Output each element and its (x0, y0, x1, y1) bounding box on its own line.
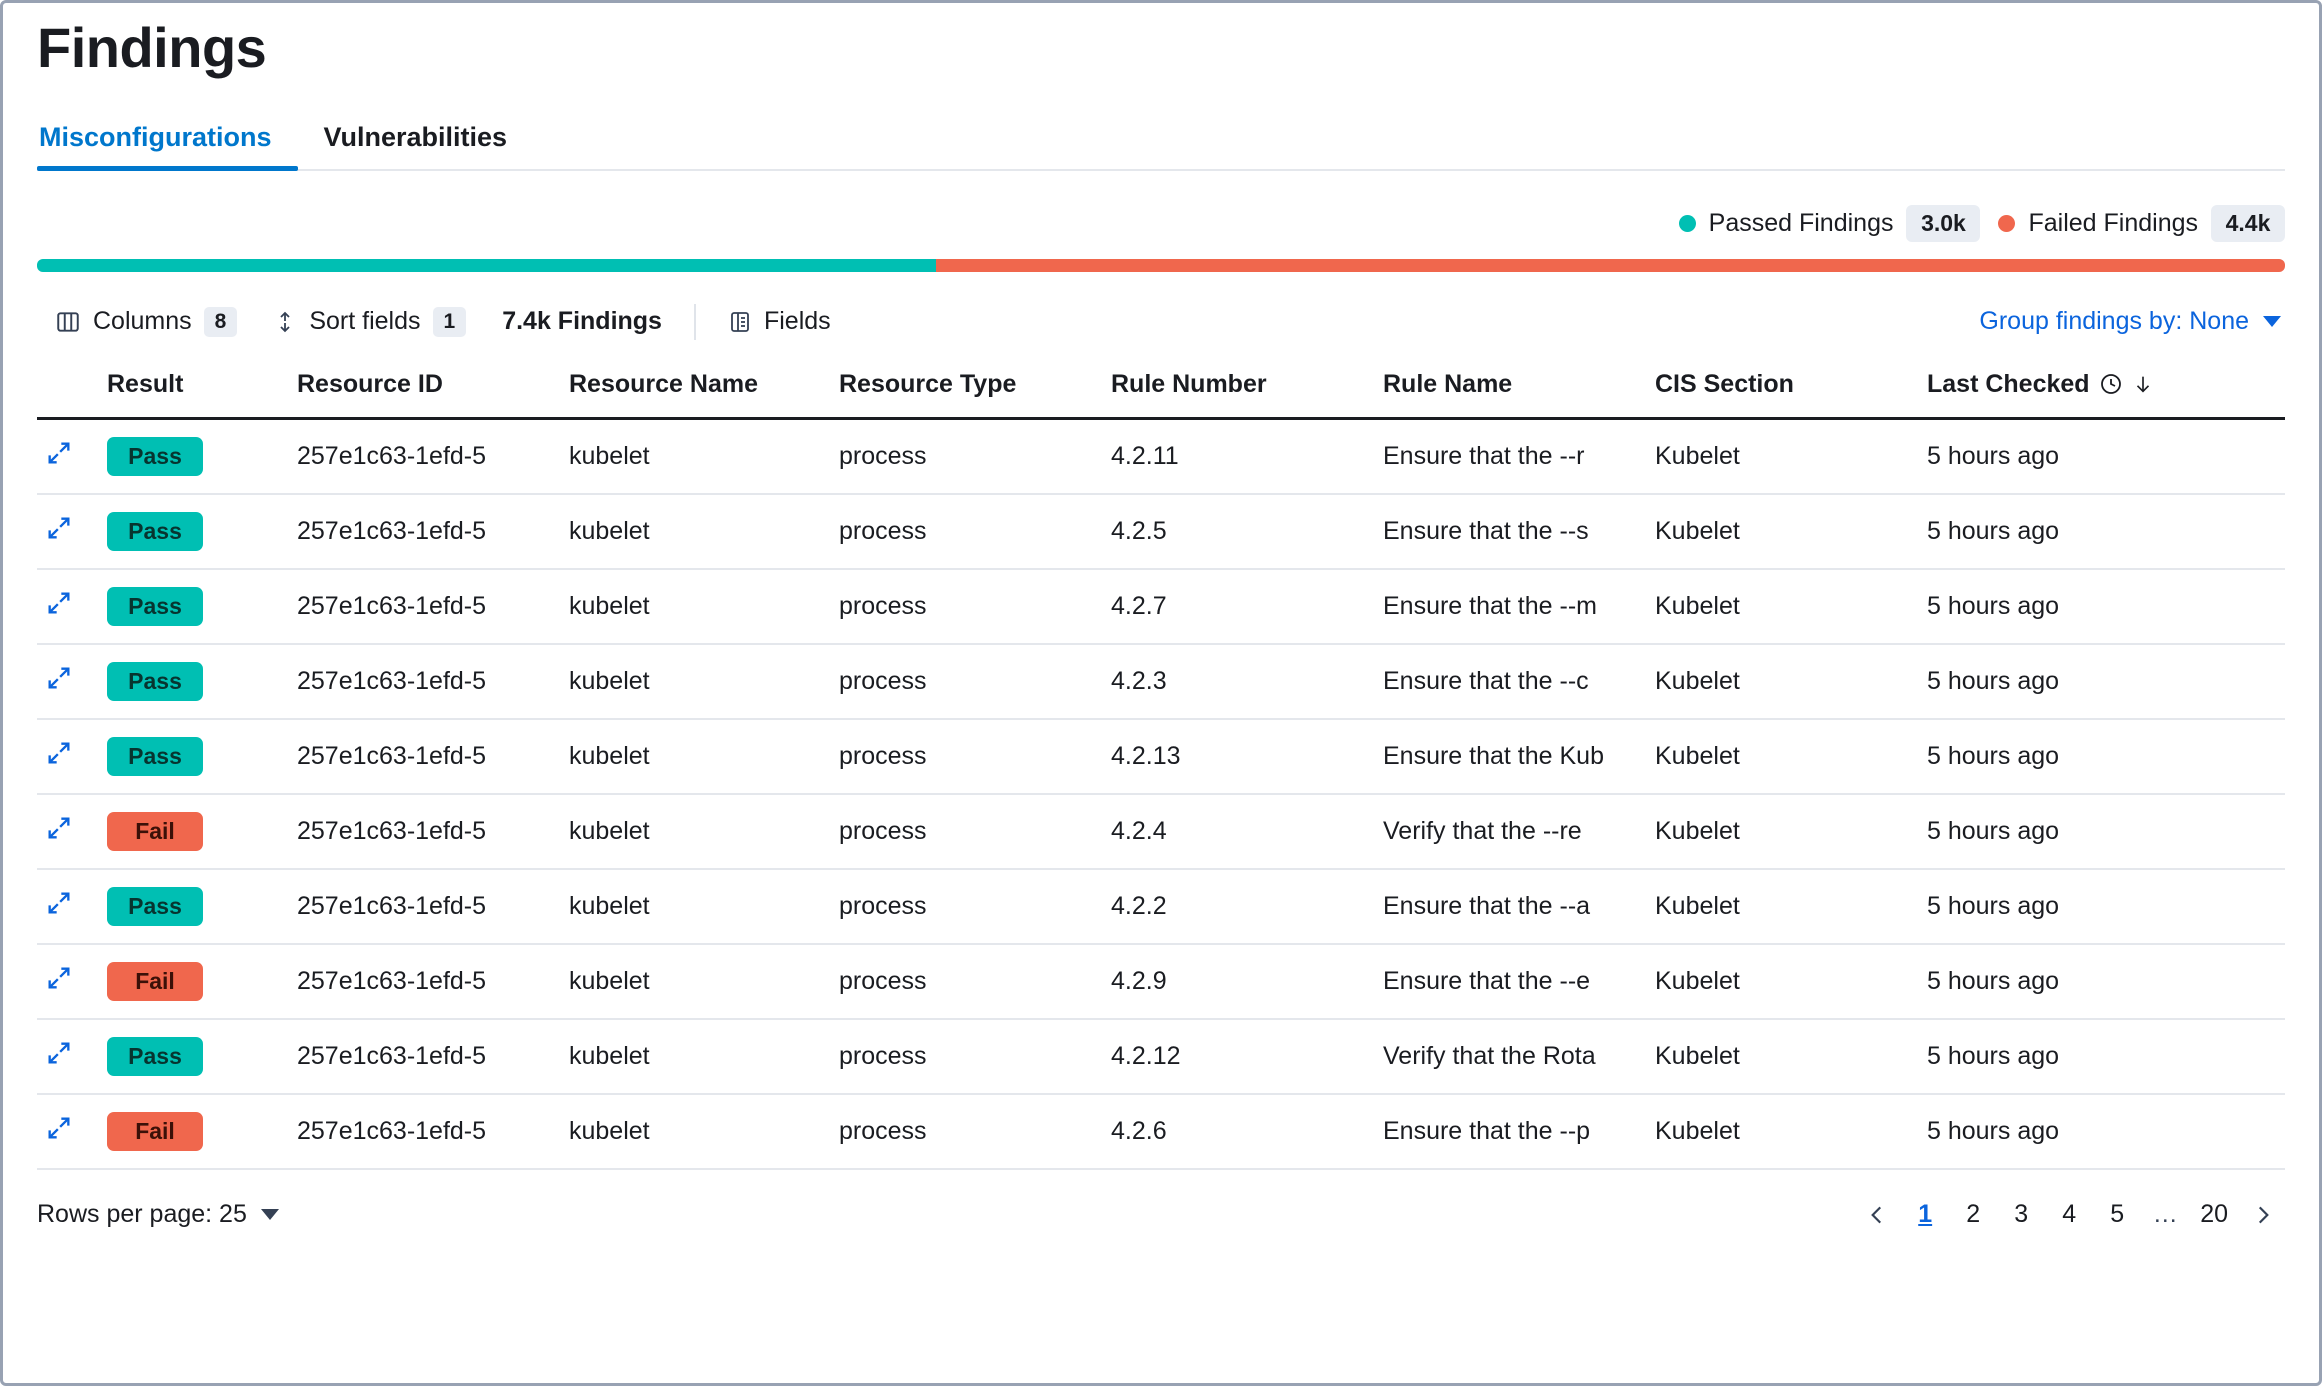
header-result[interactable]: Result (99, 360, 289, 419)
cell-resource-name: kubelet (561, 1019, 831, 1094)
sort-icon (273, 309, 297, 335)
result-badge: Pass (107, 437, 203, 476)
clock-icon (2099, 372, 2123, 396)
expand-icon[interactable] (45, 589, 73, 621)
sort-fields-label: Sort fields (309, 307, 421, 336)
cell-result (99, 494, 289, 569)
group-findings-by-label: Group findings by: None (1979, 307, 2249, 336)
table-row[interactable] (37, 719, 2285, 794)
table-row[interactable] (37, 869, 2285, 944)
columns-button[interactable] (37, 299, 255, 345)
cell-last-checked: 5 hours ago (1919, 1019, 2285, 1094)
passed-dot-icon (1679, 215, 1696, 232)
result-badge: Pass (107, 737, 203, 776)
cell-cis-section: Kubelet (1647, 569, 1919, 644)
cell-resource-type: process (831, 569, 1103, 644)
columns-label: Columns (93, 307, 192, 336)
cell-resource-id: 257e1c63-1efd-5 (289, 644, 561, 719)
cell-cis-section: Kubelet (1647, 644, 1919, 719)
tab-misconfigurations[interactable] (37, 122, 298, 169)
header-resource-type[interactable]: Resource Type (831, 360, 1103, 419)
cell-result (99, 644, 289, 719)
table-row[interactable] (37, 494, 2285, 569)
header-resource-name[interactable]: Resource Name (561, 360, 831, 419)
header-last-checked-label: Last Checked (1927, 369, 2090, 398)
cell-last-checked: 5 hours ago (1919, 644, 2285, 719)
rows-per-page-label: Rows per page: 25 (37, 1200, 247, 1229)
cell-resource-type: process (831, 869, 1103, 944)
result-badge: Pass (107, 1037, 203, 1076)
table-row[interactable] (37, 944, 2285, 1019)
findings-total: 7.4k Findings (502, 307, 662, 336)
cell-resource-id: 257e1c63-1efd-5 (289, 569, 561, 644)
cell-resource-name: kubelet (561, 869, 831, 944)
result-badge: Pass (107, 887, 203, 926)
header-rule-number[interactable]: Rule Number (1103, 360, 1375, 419)
cell-cis-section: Kubelet (1647, 869, 1919, 944)
cell-last-checked: 5 hours ago (1919, 944, 2285, 1019)
cell-resource-name: kubelet (561, 418, 831, 494)
cell-cis-section: Kubelet (1647, 719, 1919, 794)
cell-cis-section: Kubelet (1647, 418, 1919, 494)
cell-rule-number: 4.2.9 (1103, 944, 1375, 1019)
cell-rule-number: 4.2.3 (1103, 644, 1375, 719)
cell-resource-type: process (831, 794, 1103, 869)
result-badge: Fail (107, 812, 203, 851)
cell-resource-type: process (831, 1019, 1103, 1094)
table-row[interactable] (37, 1094, 2285, 1169)
next-page-button[interactable] (2241, 1193, 2285, 1237)
cell-result (99, 794, 289, 869)
table-body (37, 418, 2285, 1169)
sort-descending-icon (2132, 372, 2154, 396)
failed-dot-icon (1998, 215, 2015, 232)
cell-rule-number: 4.2.6 (1103, 1094, 1375, 1169)
cell-resource-type: process (831, 644, 1103, 719)
header-cis-section[interactable]: CIS Section (1647, 360, 1919, 419)
page-button-20[interactable]: 20 (2200, 1200, 2228, 1229)
table-toolbar (37, 284, 2285, 360)
previous-page-button[interactable] (1855, 1193, 1899, 1237)
result-badge: Fail (107, 1112, 203, 1151)
expand-icon[interactable] (45, 439, 73, 471)
cell-last-checked: 5 hours ago (1919, 869, 2285, 944)
table-row[interactable] (37, 418, 2285, 494)
cell-resource-id: 257e1c63-1efd-5 (289, 1094, 561, 1169)
cell-resource-id: 257e1c63-1efd-5 (289, 1019, 561, 1094)
sort-fields-count-badge: 1 (433, 307, 467, 337)
legend-passed-label: Passed Findings (1708, 209, 1894, 238)
chevron-down-icon (2263, 316, 2281, 327)
cell-rule-number: 4.2.12 (1103, 1019, 1375, 1094)
cell-resource-id: 257e1c63-1efd-5 (289, 869, 561, 944)
fields-label: Fields (763, 307, 831, 336)
page-button-1[interactable]: 1 (1918, 1200, 1933, 1229)
cell-rule-number: 4.2.4 (1103, 794, 1375, 869)
cell-cis-section: Kubelet (1647, 1019, 1919, 1094)
expand-icon[interactable] (45, 964, 73, 996)
cell-resource-type: process (831, 494, 1103, 569)
cell-result (99, 418, 289, 494)
columns-icon (55, 309, 81, 335)
cell-resource-name: kubelet (561, 719, 831, 794)
expand-icon[interactable] (45, 514, 73, 546)
expand-row-button[interactable] (37, 719, 99, 794)
cell-result (99, 869, 289, 944)
cell-rule-name: Ensure that the --s (1375, 494, 1647, 569)
cell-resource-name: kubelet (561, 644, 831, 719)
columns-count-badge: 8 (204, 307, 238, 337)
tab-vulnerabilities-label: Vulnerabilities (323, 121, 508, 152)
cell-resource-name: kubelet (561, 1094, 831, 1169)
table-footer (37, 1178, 2285, 1252)
page-button-3[interactable]: 3 (2014, 1200, 2029, 1229)
page-button-5[interactable]: 5 (2110, 1200, 2125, 1229)
cell-resource-id: 257e1c63-1efd-5 (289, 794, 561, 869)
cell-resource-name: kubelet (561, 494, 831, 569)
cell-resource-type: process (831, 418, 1103, 494)
cell-result (99, 719, 289, 794)
expand-row-button[interactable] (37, 794, 99, 869)
legend-passed[interactable] (1679, 205, 1981, 242)
expand-icon[interactable] (45, 814, 73, 846)
toolbar-divider (694, 304, 696, 340)
cell-rule-number: 4.2.2 (1103, 869, 1375, 944)
result-badge: Pass (107, 662, 203, 701)
table-row[interactable] (37, 569, 2285, 644)
cell-resource-id: 257e1c63-1efd-5 (289, 418, 561, 494)
cell-resource-name: kubelet (561, 794, 831, 869)
header-resource-id[interactable]: Resource ID (289, 360, 561, 419)
cell-rule-name: Ensure that the --a (1375, 869, 1647, 944)
page-title: Findings (37, 16, 267, 79)
expand-row-button[interactable] (37, 644, 99, 719)
cell-rule-number: 4.2.5 (1103, 494, 1375, 569)
rows-per-page-dropdown[interactable] (37, 1200, 279, 1229)
cell-rule-name: Ensure that the --e (1375, 944, 1647, 1019)
cell-rule-number: 4.2.13 (1103, 719, 1375, 794)
result-badge: Fail (107, 962, 203, 1001)
cell-cis-section: Kubelet (1647, 1094, 1919, 1169)
table-row[interactable] (37, 644, 2285, 719)
expand-row-button[interactable] (37, 1019, 99, 1094)
cell-resource-type: process (831, 944, 1103, 1019)
legend-failed[interactable] (1998, 205, 2285, 242)
expand-icon[interactable] (45, 1039, 73, 1071)
cell-rule-number: 4.2.11 (1103, 418, 1375, 494)
cell-rule-name: Ensure that the --r (1375, 418, 1647, 494)
pass-fail-bar (37, 259, 2285, 272)
pagination (1855, 1193, 2285, 1237)
table-row[interactable] (37, 794, 2285, 869)
legend-failed-label: Failed Findings (2028, 209, 2198, 238)
cell-cis-section: Kubelet (1647, 944, 1919, 1019)
cell-rule-number: 4.2.7 (1103, 569, 1375, 644)
cell-rule-name: Ensure that the Kub (1375, 719, 1647, 794)
cell-resource-type: process (831, 1094, 1103, 1169)
cell-resource-type: process (831, 719, 1103, 794)
cell-last-checked: 5 hours ago (1919, 569, 2285, 644)
cell-last-checked: 5 hours ago (1919, 794, 2285, 869)
cell-result (99, 1094, 289, 1169)
page-button-2[interactable]: 2 (1966, 1200, 1981, 1229)
result-badge: Pass (107, 512, 203, 551)
pagination-ellipsis: … (2152, 1200, 2178, 1229)
tab-bar (37, 109, 2285, 171)
cell-rule-name: Ensure that the --p (1375, 1094, 1647, 1169)
findings-table (37, 360, 2285, 1170)
cell-resource-name: kubelet (561, 944, 831, 1019)
cell-cis-section: Kubelet (1647, 494, 1919, 569)
findings-legend (37, 201, 2285, 247)
cell-last-checked: 5 hours ago (1919, 418, 2285, 494)
table-header-row (37, 360, 2285, 419)
cell-result (99, 1019, 289, 1094)
fail-bar-segment (936, 259, 2285, 272)
cell-resource-name: kubelet (561, 569, 831, 644)
cell-resource-id: 257e1c63-1efd-5 (289, 494, 561, 569)
legend-failed-count: 4.4k (2211, 205, 2285, 242)
fields-button[interactable] (710, 299, 849, 344)
group-findings-by-dropdown[interactable] (1979, 307, 2285, 336)
cell-result (99, 944, 289, 1019)
tab-vulnerabilities[interactable] (298, 122, 534, 169)
expand-row-button[interactable] (37, 418, 99, 494)
expand-icon[interactable] (45, 889, 73, 921)
cell-rule-name: Ensure that the --m (1375, 569, 1647, 644)
tab-misconfigurations-label: Misconfigurations (39, 121, 272, 152)
pass-bar-segment (37, 259, 936, 272)
expand-row-button[interactable] (37, 944, 99, 1019)
cell-last-checked: 5 hours ago (1919, 494, 2285, 569)
cell-last-checked: 5 hours ago (1919, 719, 2285, 794)
expand-icon[interactable] (45, 664, 73, 696)
cell-resource-id: 257e1c63-1efd-5 (289, 944, 561, 1019)
page-button-4[interactable]: 4 (2062, 1200, 2077, 1229)
expand-row-button[interactable] (37, 1094, 99, 1169)
cell-result (99, 569, 289, 644)
legend-passed-count: 3.0k (1906, 205, 1980, 242)
sort-fields-button[interactable] (255, 299, 484, 345)
expand-icon[interactable] (45, 1114, 73, 1146)
cell-rule-name: Ensure that the --c (1375, 644, 1647, 719)
fields-icon (728, 309, 752, 335)
result-badge: Pass (107, 587, 203, 626)
cell-cis-section: Kubelet (1647, 794, 1919, 869)
header-last-checked[interactable] (1919, 360, 2285, 419)
header-rule-name[interactable]: Rule Name (1375, 360, 1647, 419)
chevron-down-icon (261, 1209, 279, 1220)
expand-row-button[interactable] (37, 869, 99, 944)
cell-resource-id: 257e1c63-1efd-5 (289, 719, 561, 794)
expand-icon[interactable] (45, 739, 73, 771)
cell-rule-name: Verify that the --re (1375, 794, 1647, 869)
expand-row-button[interactable] (37, 569, 99, 644)
expand-row-button[interactable] (37, 494, 99, 569)
cell-last-checked: 5 hours ago (1919, 1094, 2285, 1169)
table-row[interactable] (37, 1019, 2285, 1094)
cell-rule-name: Verify that the Rota (1375, 1019, 1647, 1094)
header-expand (37, 360, 99, 419)
